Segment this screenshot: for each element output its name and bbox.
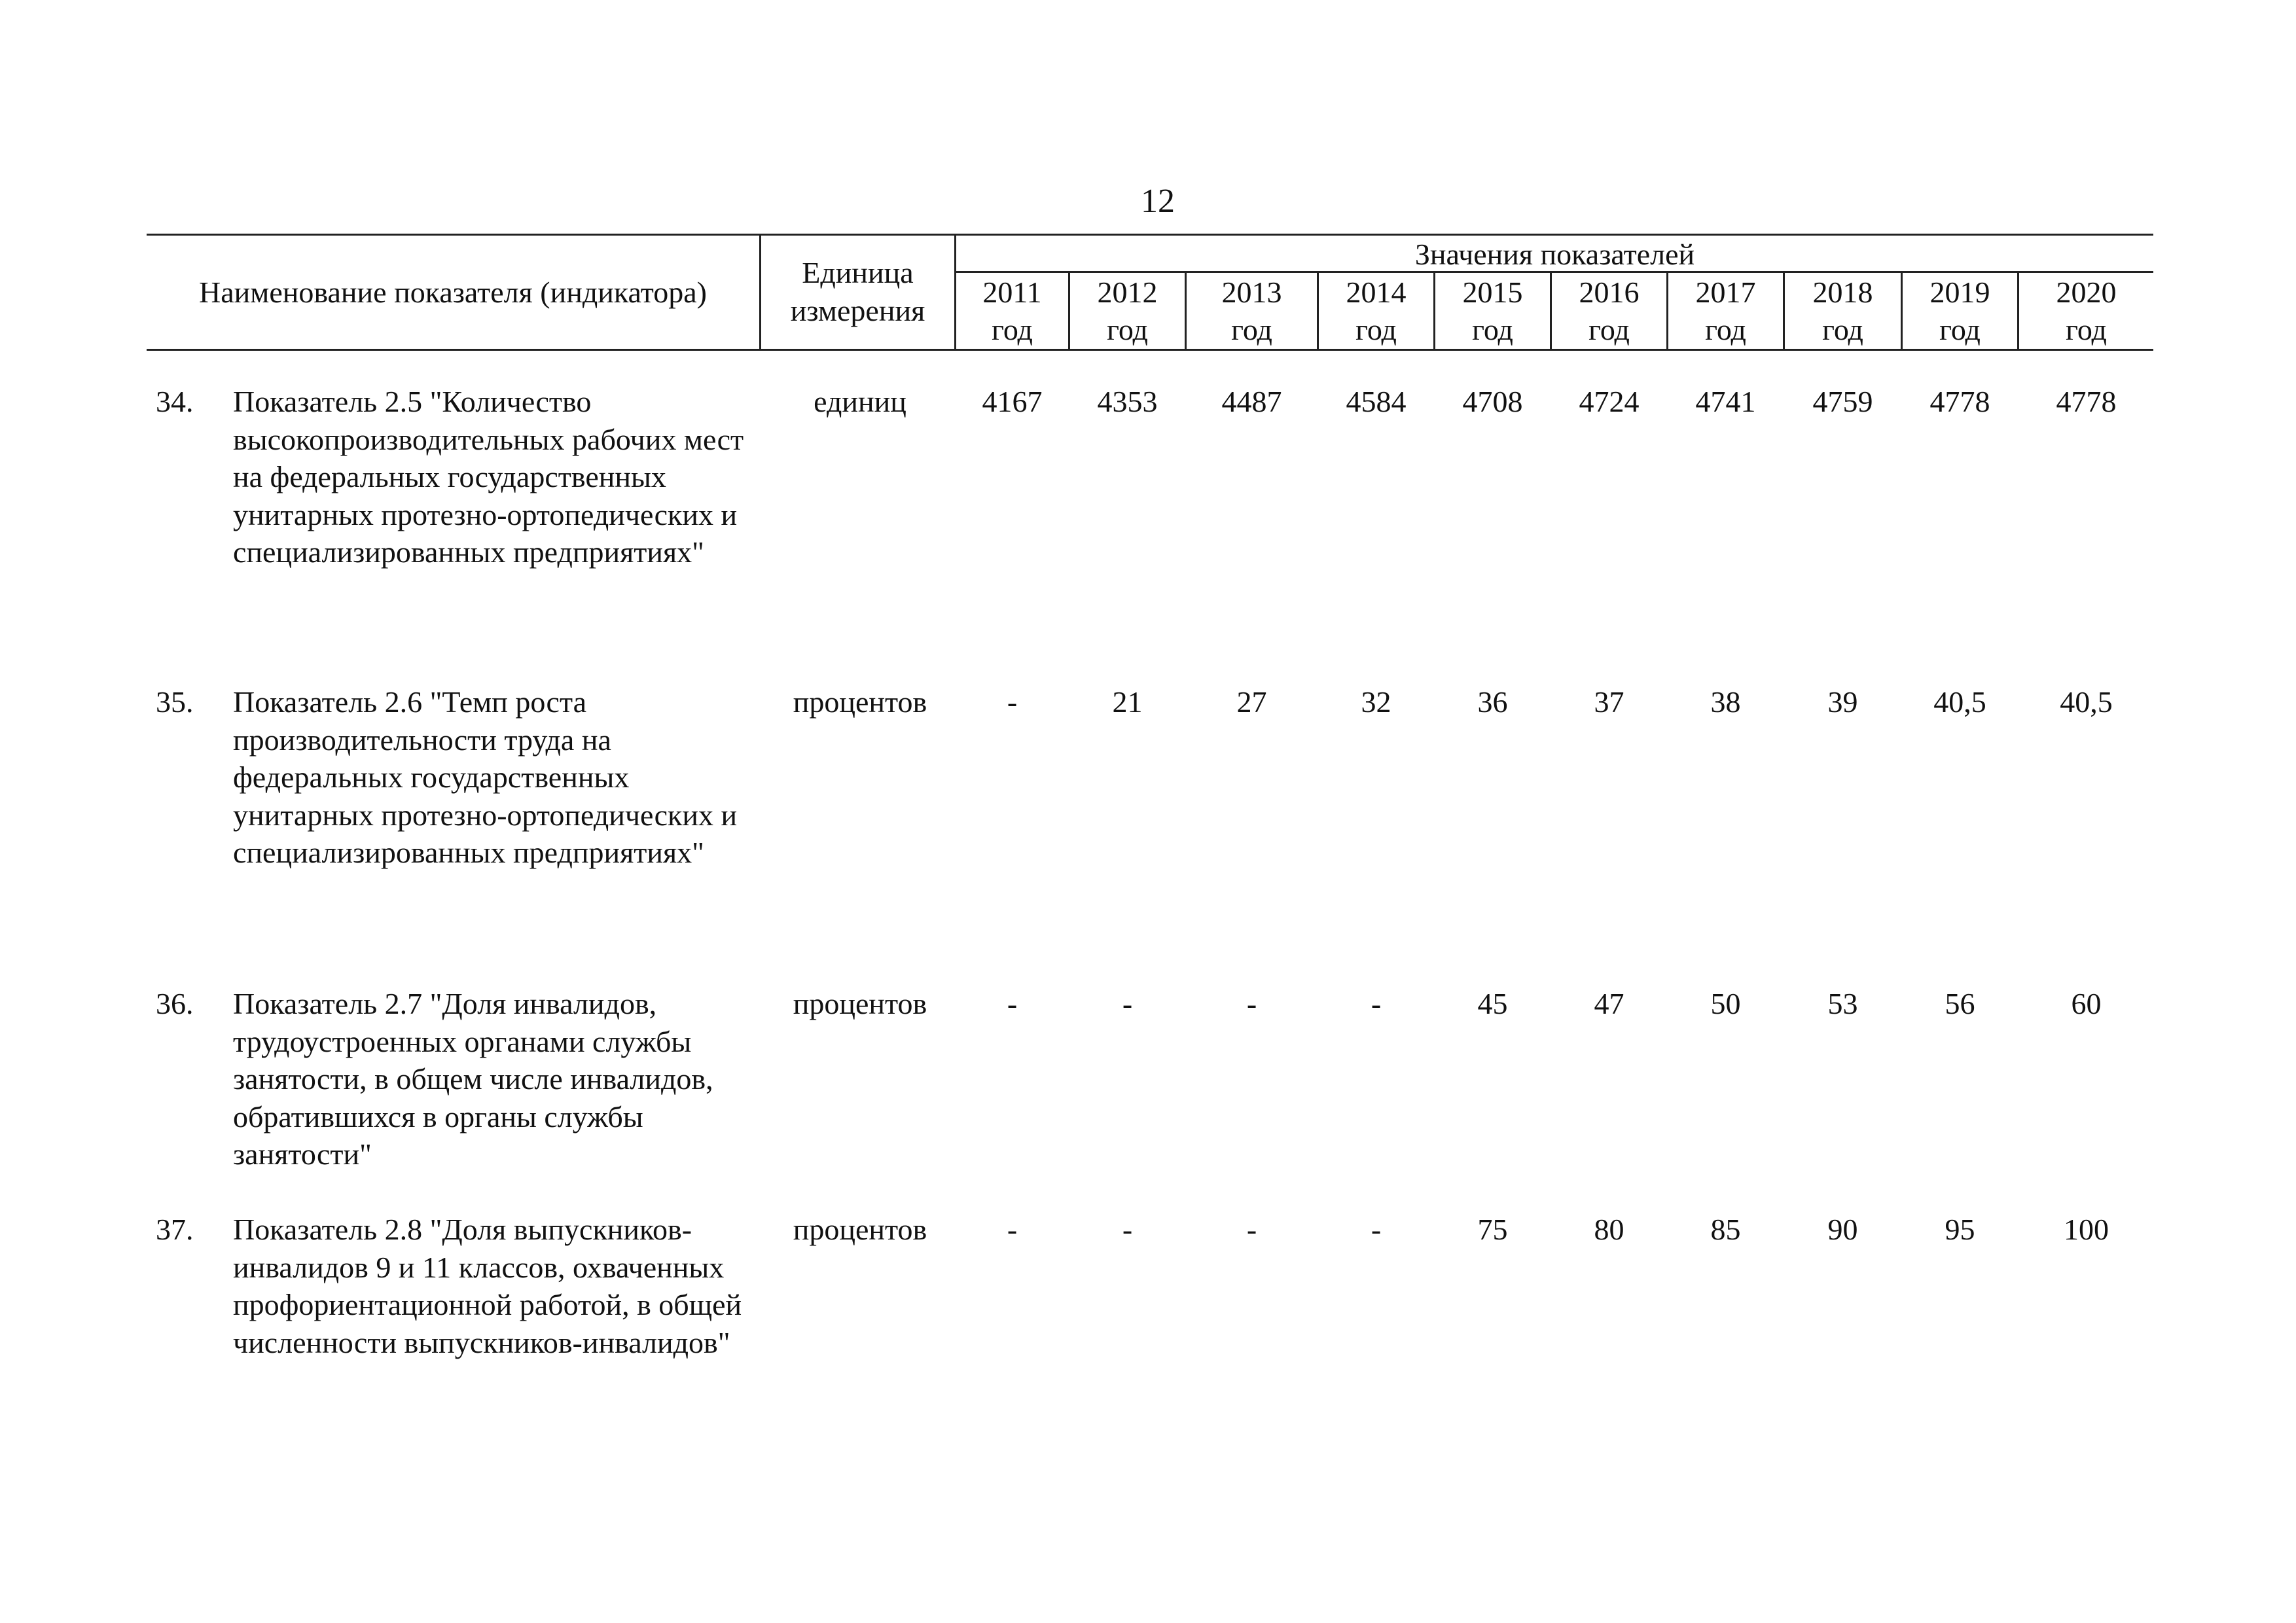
header-values-title: Значения показателей xyxy=(1414,238,1695,271)
header-unit-column-line1: Единица xyxy=(802,256,914,289)
header-year-suffix: год xyxy=(2066,313,2107,346)
value-cell: 32 xyxy=(1361,685,1391,719)
value-cell: 100 xyxy=(2064,1213,2109,1246)
row-number: 35. xyxy=(156,685,194,719)
value-cell: 27 xyxy=(1236,685,1267,719)
header-bottom-rule xyxy=(147,349,2153,351)
value-cell: 95 xyxy=(1945,1213,1975,1246)
value-cell: 85 xyxy=(1710,1213,1741,1246)
value-cell: 4724 xyxy=(1579,385,1640,418)
value-cell: 4708 xyxy=(1462,385,1523,418)
header-year-2: 2013 xyxy=(1221,276,1282,309)
value-cell: - xyxy=(1007,987,1018,1020)
header-year-suffix: год xyxy=(1472,313,1513,346)
header-year-suffix: год xyxy=(1231,313,1272,346)
value-cell: 60 xyxy=(2071,987,2102,1020)
indicator-name: Показатель 2.6 "Темп роста производительности труда на федеральных государственных унитарных протезно-ортопедических и специализированных предприятиях" xyxy=(233,685,738,869)
row-number: 34. xyxy=(156,385,194,418)
value-cell: - xyxy=(1246,1213,1257,1246)
value-cell: 4353 xyxy=(1097,385,1158,418)
header-year-suffix: год xyxy=(1107,313,1148,346)
value-cell: 40,5 xyxy=(2060,685,2113,719)
row-number: 37. xyxy=(156,1213,194,1246)
value-cell: 4778 xyxy=(1929,385,1990,418)
header-year-suffix: год xyxy=(992,313,1033,346)
value-cell: 50 xyxy=(1710,987,1741,1020)
indicator-name: Показатель 2.5 "Количество высокопроизводительных рабочих мест на федеральных государственных унитарных протезно-ортопедических и специализированных предприятиях" xyxy=(233,385,744,569)
indicator-name: Показатель 2.8 "Доля выпускников-инвалидов 9 и 11 классов, охваченных профориентационной работой, в общей численности выпускников-инвалидов" xyxy=(233,1213,742,1359)
unit-cell: процентов xyxy=(793,987,927,1020)
header-year-5: 2016 xyxy=(1579,276,1640,309)
header-year-9: 2020 xyxy=(2056,276,2117,309)
unit-cell: единиц xyxy=(814,385,906,418)
value-cell: 4759 xyxy=(1812,385,1873,418)
indicator-name: Показатель 2.7 "Доля инвалидов, трудоустроенных органами службы занятости, в общем числе инвалидов, обратившихся в органы службы занятости" xyxy=(233,987,713,1171)
value-cell: 40,5 xyxy=(1933,685,1986,719)
value-cell: - xyxy=(1246,987,1257,1020)
header-year-0: 2011 xyxy=(982,276,1042,309)
header-year-suffix: год xyxy=(1939,313,1981,346)
value-cell: 21 xyxy=(1112,685,1143,719)
value-cell: 39 xyxy=(1827,685,1858,719)
value-cell: 4741 xyxy=(1695,385,1756,418)
value-cell: 53 xyxy=(1827,987,1858,1020)
header-year-suffix: год xyxy=(1822,313,1863,346)
header-year-3: 2014 xyxy=(1346,276,1407,309)
value-cell: 45 xyxy=(1477,987,1508,1020)
header-name-column: Наименование показателя (индикатора) xyxy=(199,276,707,309)
header-year-1: 2012 xyxy=(1097,276,1158,309)
header-year-suffix: год xyxy=(1355,313,1397,346)
value-cell: - xyxy=(1371,1213,1382,1246)
value-cell: 56 xyxy=(1945,987,1975,1020)
header-year-4: 2015 xyxy=(1462,276,1523,309)
value-cell: - xyxy=(1007,685,1018,719)
value-cell: 37 xyxy=(1594,685,1624,719)
header-year-8: 2019 xyxy=(1929,276,1990,309)
value-cell: - xyxy=(1371,987,1382,1020)
row-number: 36. xyxy=(156,987,194,1020)
value-cell: 90 xyxy=(1827,1213,1858,1246)
unit-cell: процентов xyxy=(793,685,927,719)
value-cell: 4778 xyxy=(2056,385,2117,418)
value-cell: 80 xyxy=(1594,1213,1624,1246)
header-unit-column-line2: измерения xyxy=(790,294,925,327)
value-cell: 36 xyxy=(1477,685,1508,719)
value-cell: - xyxy=(1122,1213,1133,1246)
header-year-7: 2018 xyxy=(1812,276,1873,309)
value-cell: 47 xyxy=(1594,987,1624,1020)
value-cell: 38 xyxy=(1710,685,1741,719)
header-year-6: 2017 xyxy=(1695,276,1756,309)
value-cell: 4487 xyxy=(1221,385,1282,418)
unit-cell: процентов xyxy=(793,1213,927,1246)
value-cell: - xyxy=(1122,987,1133,1020)
header-year-suffix: год xyxy=(1588,313,1630,346)
value-cell: 4167 xyxy=(982,385,1043,418)
value-cell: 75 xyxy=(1477,1213,1508,1246)
value-cell: 4584 xyxy=(1346,385,1407,418)
header-year-suffix: год xyxy=(1705,313,1746,346)
page-number: 12 xyxy=(1141,183,1175,220)
value-cell: - xyxy=(1007,1213,1018,1246)
